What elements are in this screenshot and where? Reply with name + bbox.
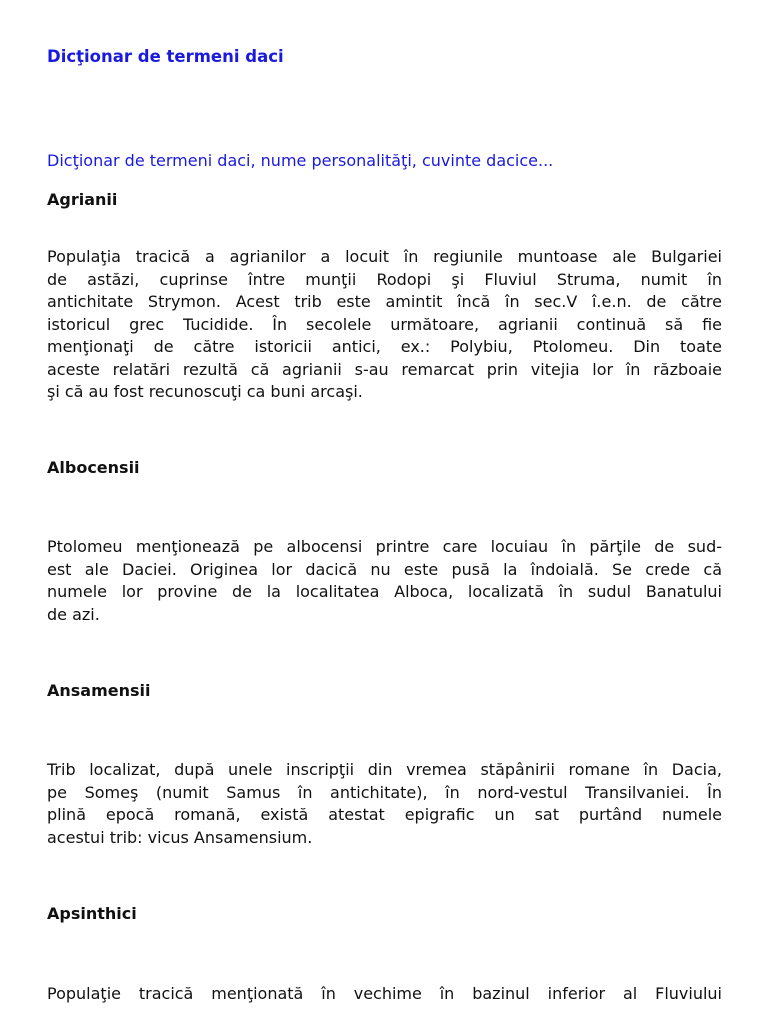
term-text-albocensii xyxy=(47,536,722,626)
text-line: pe Someş (numit Samus în antichitate), în nord-vestul Transilvaniei. În xyxy=(47,782,722,802)
text-line: aceste relatări rezultă că agrianii s-au remarcat prin vitejia lor în războaie xyxy=(47,359,722,379)
text-line: Populaţie tracică menţionată în vechime în bazinul inferior al Fluviului xyxy=(47,984,722,1003)
text-line: plină epocă romană, există atestat epigrafic un sat purtând numele xyxy=(47,805,722,824)
text-line: antichitate Strymon. Acest trib este amintit încă în sec.V î.e.n. de către xyxy=(47,292,722,311)
term-heading-apsinthici: Apsinthici xyxy=(47,904,137,923)
document-subtitle: Dicţionar de termeni daci, nume personalităţi, cuvinte dacice... xyxy=(47,151,554,170)
text-line: de azi. xyxy=(47,604,100,624)
term-text-ansamensii xyxy=(47,759,722,849)
text-line: numele lor provine de la localitatea Alboca, localizată în sudul Banatului xyxy=(47,582,722,601)
text-line: istoricul grec Tucidide. În secolele următoare, agrianii continuă să fie xyxy=(47,314,722,334)
term-text-apsinthici xyxy=(47,983,722,1006)
text-line: est ale Daciei. Originea lor dacică nu este pusă la îndoială. Se crede că xyxy=(47,559,722,579)
text-line: menţionaţi de către istoricii antici, ex.: Polybiu, Ptolomeu. Din toate xyxy=(47,337,722,356)
text-line: Trib localizat, după unele inscripţii din vremea stăpânirii romane în Dacia, xyxy=(47,760,722,779)
term-heading-albocensii: Albocensii xyxy=(47,458,140,477)
text-line: şi că au fost recunoscuţi ca buni arcaşi. xyxy=(47,382,363,401)
term-heading-agrianii: Agrianii xyxy=(47,190,118,209)
text-line: Ptolomeu menţionează pe albocensi printre care locuiau în părţile de sud- xyxy=(47,537,722,556)
document-title: Dicţionar de termeni daci xyxy=(47,47,284,66)
term-text-agrianii xyxy=(47,246,722,404)
text-line: Populaţia tracică a agrianilor a locuit în regiunile muntoase ale Bulgariei xyxy=(47,247,722,266)
text-line: acestui trib: vicus Ansamensium. xyxy=(47,827,313,847)
text-line: de astăzi, cuprinse între munţii Rodopi şi Fluviul Struma, numit în xyxy=(47,269,722,289)
term-heading-ansamensii: Ansamensii xyxy=(47,681,151,700)
